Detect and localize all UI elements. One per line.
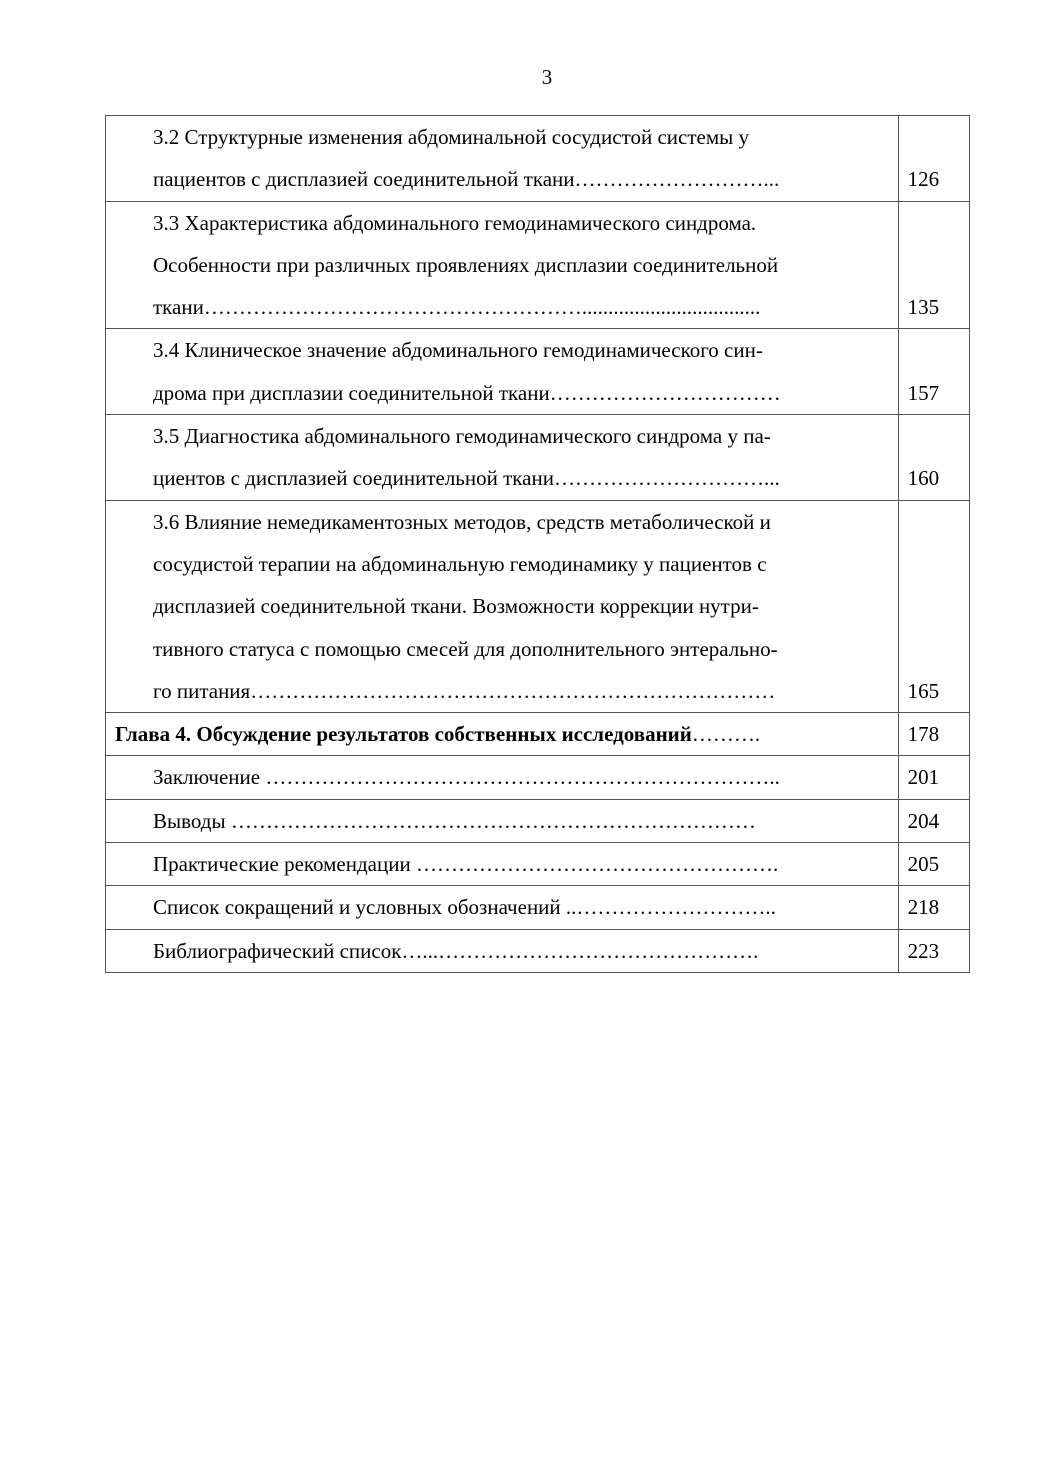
toc-row [106, 329, 970, 415]
toc-entry-page: 126 [898, 116, 969, 202]
table-of-contents [105, 115, 970, 973]
toc-entry-title [106, 116, 899, 202]
toc-entry-page: 223 [898, 929, 969, 972]
toc-entry-page: 157 [898, 329, 969, 415]
toc-row [106, 756, 970, 799]
toc-entry-line: сосудистой терапии на абдоминальную гемодинамику у пациентов с [153, 551, 767, 576]
toc-entry-title [106, 929, 899, 972]
toc-entry-line: 3.4 Клиническое значение абдоминального гемодинамического син- [153, 338, 763, 363]
toc-entry-line: 3.3 Характеристика абдоминального гемодинамического синдрома. [153, 210, 757, 235]
toc-entry-title [106, 843, 899, 886]
toc-entry-title [106, 415, 899, 501]
toc-entry-line: 3.6 Влияние немедикаментозных методов, средств метаболической и [153, 509, 771, 534]
toc-entry-line: циентов с дисплазией соединительной ткани…………………………... [153, 466, 780, 491]
toc-entry-page: 205 [898, 843, 969, 886]
toc-entry-line: Список сокращений и условных обозначений ..……………………….. [153, 895, 776, 920]
toc-entry-page: 160 [898, 415, 969, 501]
toc-entry-line: дисплазией соединительной ткани. Возможности коррекции нутри- [153, 594, 759, 619]
toc-row [106, 886, 970, 929]
toc-entry-line: пациентов с дисплазией соединительной ткани………………………... [153, 167, 780, 192]
page-number: 3 [541, 65, 553, 89]
toc-entry-line [115, 713, 892, 755]
toc-row [106, 201, 970, 329]
toc-entry-line: Практические рекомендации ……………………………………………. [153, 852, 779, 877]
toc-chapter-title [106, 713, 899, 756]
toc-entry-title [106, 500, 899, 712]
toc-entry-page: 178 [898, 713, 969, 756]
toc-row [106, 415, 970, 501]
toc-entry-title [106, 756, 899, 799]
toc-row-chapter [106, 713, 970, 756]
toc-entry-line: Заключение ……………………………………………………………….. [153, 765, 780, 790]
chapter-leader-dots: ………. [691, 722, 761, 747]
toc-entry-page: 165 [898, 500, 969, 712]
toc-entry-line: Библиографический список…...………………………………………. [153, 938, 759, 963]
toc-row [106, 799, 970, 842]
toc-entry-title [106, 329, 899, 415]
toc-entry-page: 218 [898, 886, 969, 929]
toc-entry-line: дрома при дисплазии соединительной ткани…………………………… [153, 380, 781, 405]
toc-entry-line: го питания………………………………………………………………… [153, 678, 776, 703]
toc-row [106, 116, 970, 202]
toc-entry-line: 3.5 Диагностика абдоминального гемодинамического синдрома у па- [153, 424, 771, 449]
toc-entry-page: 201 [898, 756, 969, 799]
toc-entry-line: Выводы ………………………………………………………………… [153, 808, 756, 833]
toc-row [106, 843, 970, 886]
toc-entry-title [106, 886, 899, 929]
toc-entry-line: Особенности при различных проявлениях дисплазии соединительной [153, 252, 779, 277]
toc-row [106, 929, 970, 972]
toc-entry-page: 204 [898, 799, 969, 842]
toc-entry-line: 3.2 Структурные изменения абдоминальной сосудистой системы у [153, 125, 749, 149]
toc-entry-line: тивного статуса с помощью смесей для дополнительного энтерально- [153, 636, 778, 661]
chapter-heading: Глава 4. Обсуждение результатов собственных исследований [115, 722, 692, 747]
toc-entry-title [106, 201, 899, 329]
toc-entry-title [106, 799, 899, 842]
toc-row [106, 500, 970, 712]
toc-entry-line: ткани……………………………………………….................................. [153, 295, 761, 320]
toc-entry-page: 135 [898, 201, 969, 329]
